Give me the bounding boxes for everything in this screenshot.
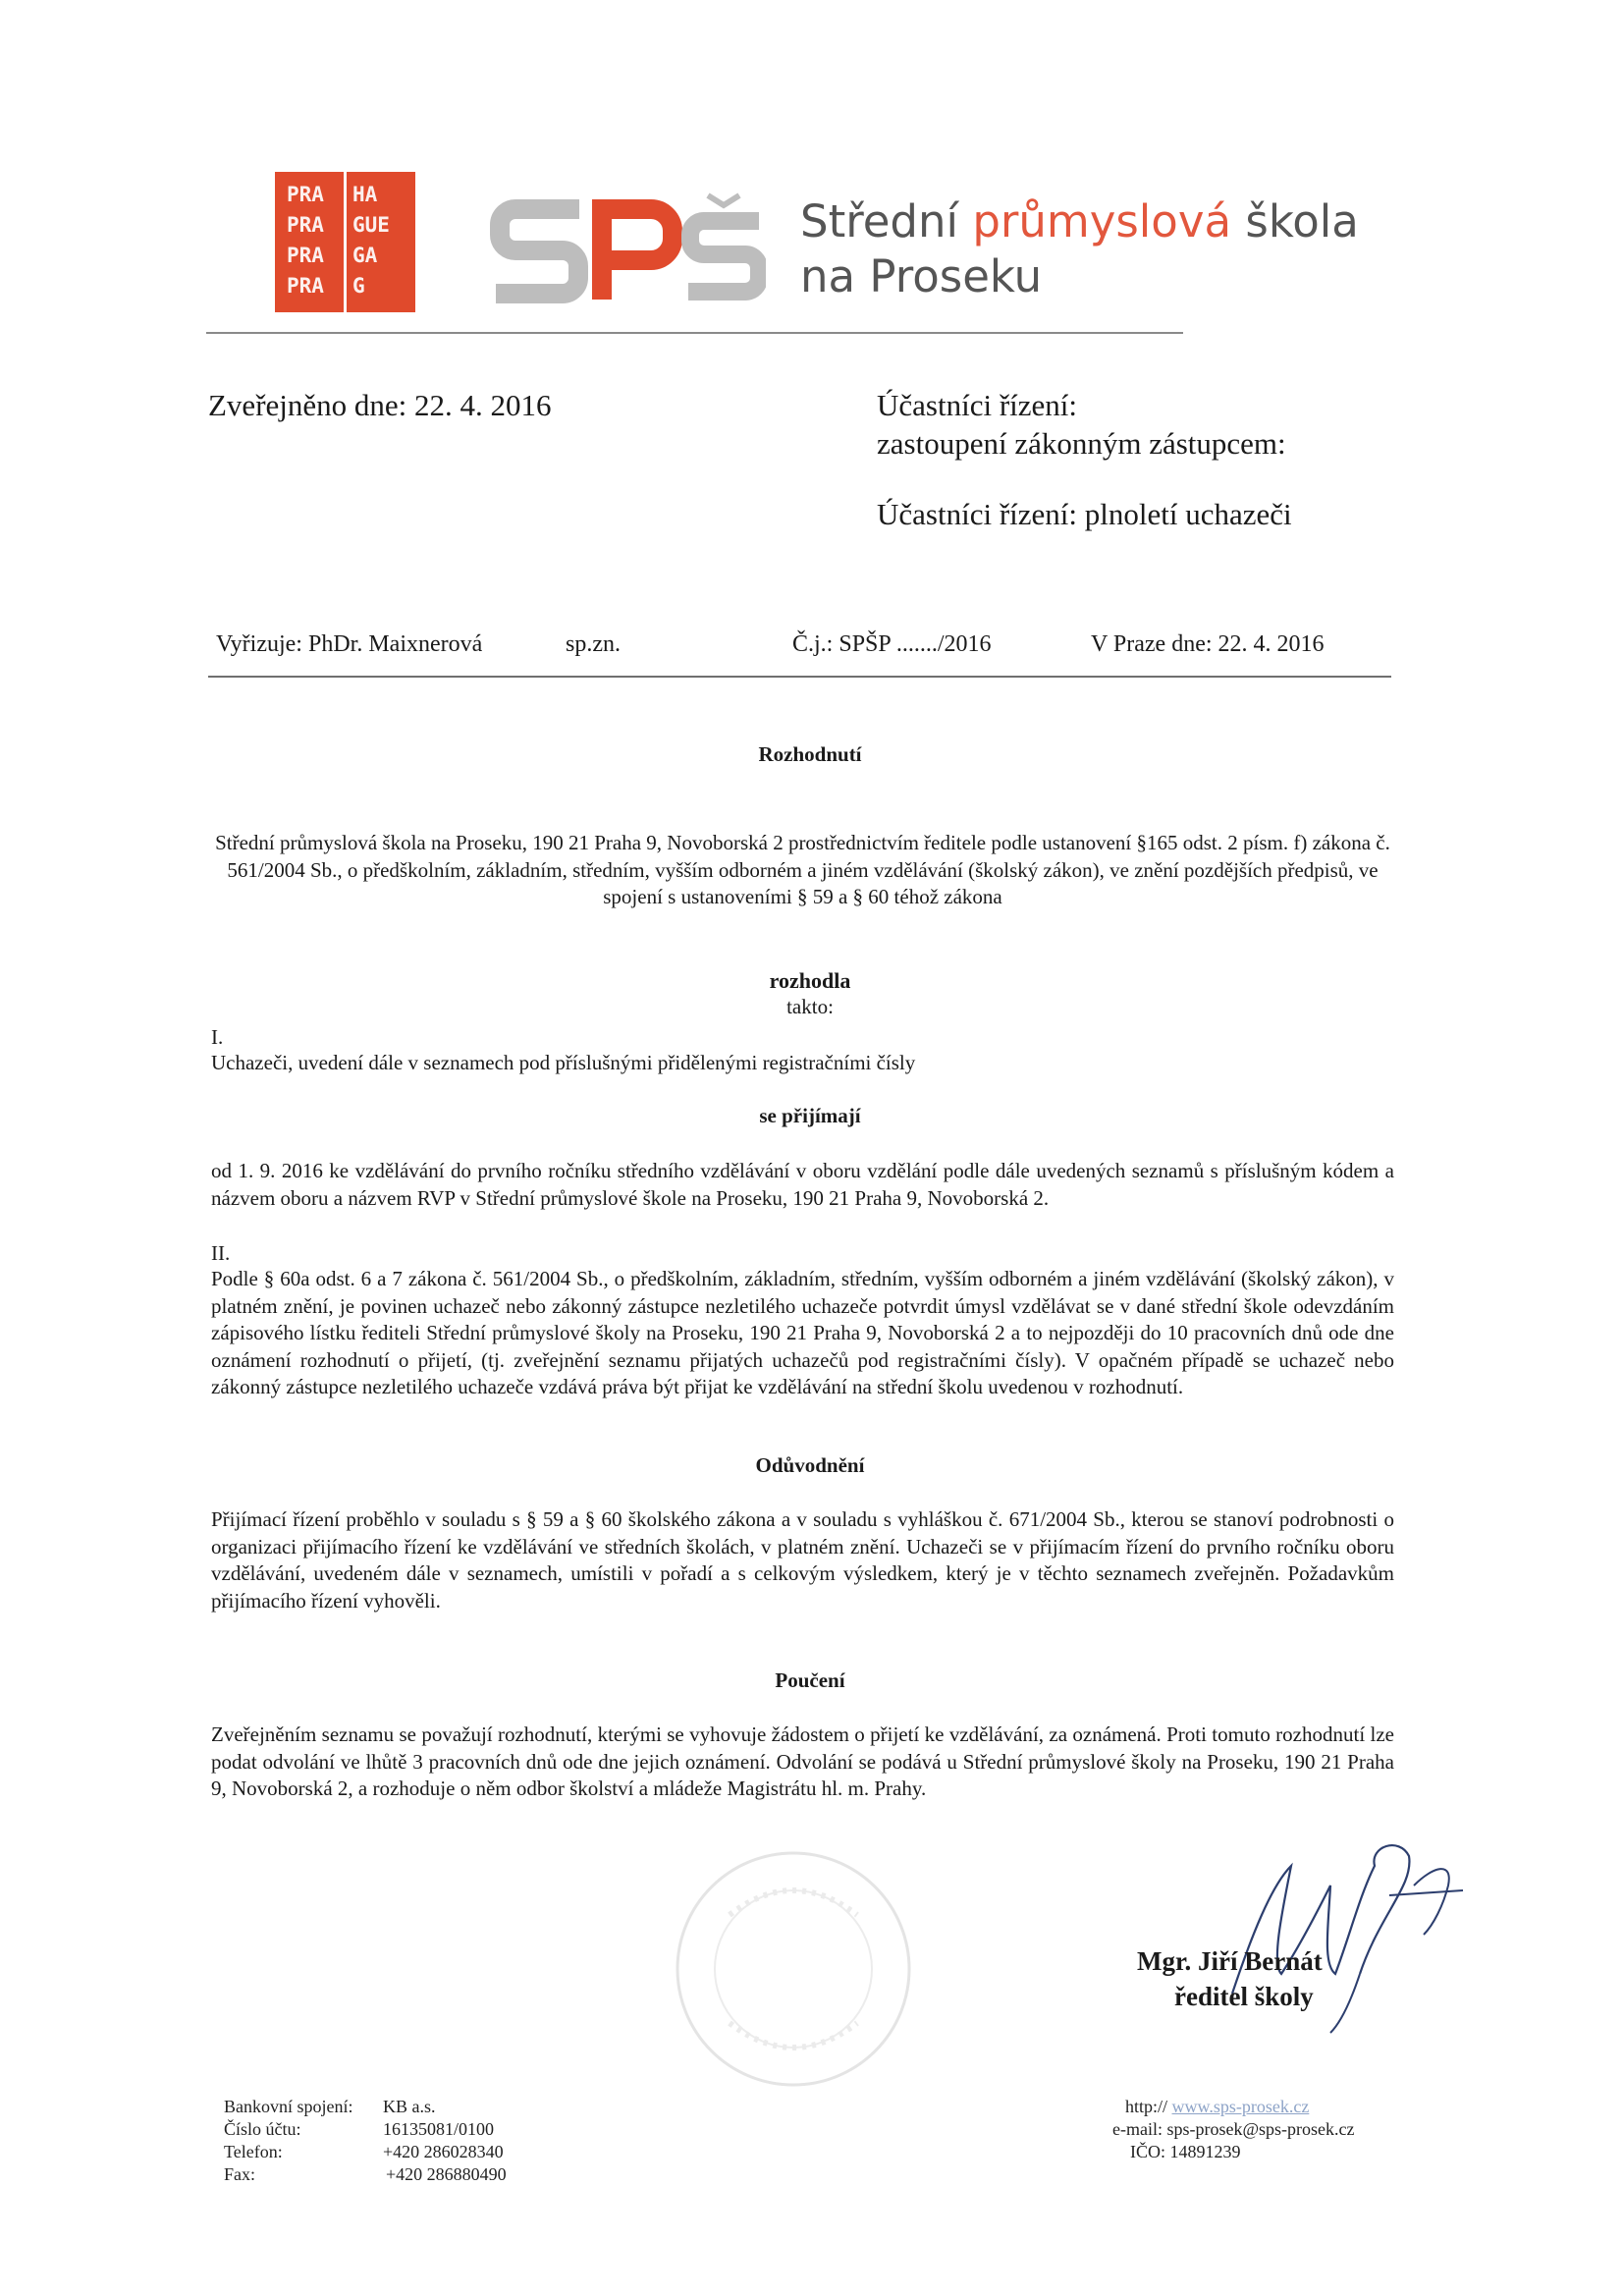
praha-logo-cell: GUE: [352, 213, 390, 237]
decision-title: Rozhodnutí: [758, 742, 862, 766]
reasoning-text: Přijímací řízení proběhlo v souladu s § 59 a § 60 školského zákona a v souladu s vyhláškou č. 671/2004 Sb., kterou se stanoví podrobnosti o organizaci přijímacího řízení ke vzdělávání ve středních školách, v platném znění. Uchazeči se v přijímacím řízení do prvního ročníku oboru vzdělávání, uvedeném dále v seznamech, umístili v pořadí a s celkovým výsledkem, který je v těchto seznamech zveřejněn. Požadavkům přijímacího řízení vyhověli.: [211, 1507, 1394, 1613]
instruction-title: Poučení: [775, 1668, 845, 1692]
section-1-number: I.: [211, 1025, 224, 1049]
footer-account-label: Číslo účtu:: [224, 2119, 301, 2139]
section-2-number: II.: [211, 1241, 231, 1265]
praha-logo-cell: G: [352, 274, 365, 298]
school-name: [800, 194, 1359, 304]
praha-logo-cell: PRA: [287, 213, 324, 237]
footer-ico: IČO: 14891239: [1130, 2142, 1241, 2161]
instruction-text: Zveřejněním seznamu se považují rozhodnutí, kterými se vyhovuje žádostem o přijetí ke vzdělávání, za oznámená. Proti tomuto rozhodnutí lze podat odvolání ve lhůtě 3 pracovních dnů ode dne jejich oznámení. Odvolání se podává u Střední průmyslové školy na Proseku, 190 21 Praha 9, Novoborská 2, a rozhoduje o něm odbor školství a mládeže Magistrátu hl. m. Prahy.: [211, 1722, 1394, 1800]
signature: [1213, 1827, 1468, 2052]
admitted-heading: se přijímají: [759, 1104, 861, 1127]
header-rule: [206, 332, 1183, 334]
section-2-text: Podle § 60a odst. 6 a 7 zákona č. 561/2004 Sb., o předškolním, základním, středním, vyšším odborném a jiném vzdělávání (školský zákon), v platném znění, je povinen uchazeč nebo zákonný zástupce nezletilého uchazeče potvrdit úmysl vzdělávat se v dané střední škole odevzdáním zápisového lístku řediteli Střední průmyslové školy na Proseku, 190 21 Praha 9, Novoborská 2 a to nejpozději do 10 pracovních dnů ode dne oznámení rozhodnutí o přijetí, (tj. zveřejnění seznamu přijatých uchazečů pod registračními čísly). V opačném případě se uchazeč nebo zákonný zástupce nezletilého uchazeče vzdává práva být přijat ke vzdělávání na střední školu uvedenou v rozhodnutí.: [211, 1267, 1394, 1398]
school-name-word: Střední: [800, 195, 958, 247]
place-date: V Praze dne: 22. 4. 2016: [1091, 631, 1325, 657]
praha-logo-cell: HA: [352, 183, 378, 206]
praha-logo-cell: PRA: [287, 244, 324, 267]
participants-represented: zastoupení zákonným zástupcem:: [877, 426, 1286, 461]
footer-fax-label: Fax:: [224, 2164, 256, 2184]
participants-label: Účastníci řízení:: [877, 388, 1077, 422]
footer-phone-label: Telefon:: [224, 2142, 283, 2161]
praha-logo-cell: PRA: [287, 183, 324, 206]
praha-logo-right-text: [352, 180, 390, 301]
footer-phone-value: +420 286028340: [383, 2142, 504, 2161]
participants-adult: Účastníci řízení: plnoletí uchazeči: [877, 497, 1292, 531]
footer-email[interactable]: e-mail: sps-prosek@sps-prosek.cz: [1112, 2119, 1355, 2139]
as-follows: takto:: [786, 995, 834, 1018]
footer-web-label: http://: [1125, 2097, 1168, 2116]
praha-logo-cell: PRA: [287, 274, 324, 298]
footer-fax-value: +420 286880490: [386, 2164, 507, 2184]
published-date: Zveřejněno dne: 22. 4. 2016: [208, 388, 552, 422]
signer-role: ředitel školy: [1174, 1982, 1314, 2011]
footer-bank-label: Bankovní spojení:: [224, 2097, 353, 2116]
file-mark-label: sp.zn.: [566, 631, 621, 657]
school-name-word: škola: [1245, 195, 1359, 247]
footer-bank-value: KB a.s.: [383, 2097, 436, 2116]
reasoning-title: Odůvodnění: [755, 1453, 865, 1477]
school-name-accent-word: průmyslová: [972, 195, 1232, 247]
footer-account-value: 16135081/0100: [383, 2119, 495, 2139]
sps-logo: [486, 191, 766, 309]
signer-name: Mgr. Jiří Bernát: [1137, 1946, 1323, 1976]
section-1-text: Uchazeči, uvedení dále v seznamech pod příslušnými přidělenými registračními čísly: [211, 1051, 916, 1074]
school-stamp: [671, 1846, 916, 2092]
footer-web: [1125, 2096, 1309, 2118]
section-1-detail: od 1. 9. 2016 ke vzdělávání do prvního ročníku středního vzdělávání v oboru vzdělání podle dále uvedených seznamů s příslušným kódem a názvem oboru a názvem RVP v Střední průmyslové škole na Proseku, 190 21 Praha 9, Novoborská 2.: [211, 1159, 1394, 1210]
reference-rule: [208, 676, 1391, 678]
school-name-line1: [800, 194, 1359, 249]
praha-logo-divider: [344, 172, 347, 312]
decided-heading: rozhodla: [769, 968, 851, 993]
school-name-line2: na Proseku: [800, 250, 1043, 302]
praha-logo-left-text: [287, 180, 324, 301]
handler-label: Vyřizuje: PhDr. Maixnerová: [216, 631, 483, 657]
praha-logo-cell: GA: [352, 244, 378, 267]
praha-logo: [275, 172, 415, 312]
footer-web-link[interactable]: www.sps-prosek.cz: [1171, 2097, 1310, 2116]
decision-intro: Střední průmyslová škola na Proseku, 190 21 Praha 9, Novoborská 2 prostřednictvím ředitele podle ustanovení §165 odst. 2 písm. f) zákona č. 561/2004 Sb., o předškolním, základním, středním, vyšším odborném a jiném vzdělávání (školský zákon), ve znění pozdějších předpisů, ve spojení s ustanoveními § 59 a § 60 téhož zákona: [215, 831, 1390, 908]
reference-number: Č.j.: SPŠP ......./2016: [792, 631, 992, 657]
